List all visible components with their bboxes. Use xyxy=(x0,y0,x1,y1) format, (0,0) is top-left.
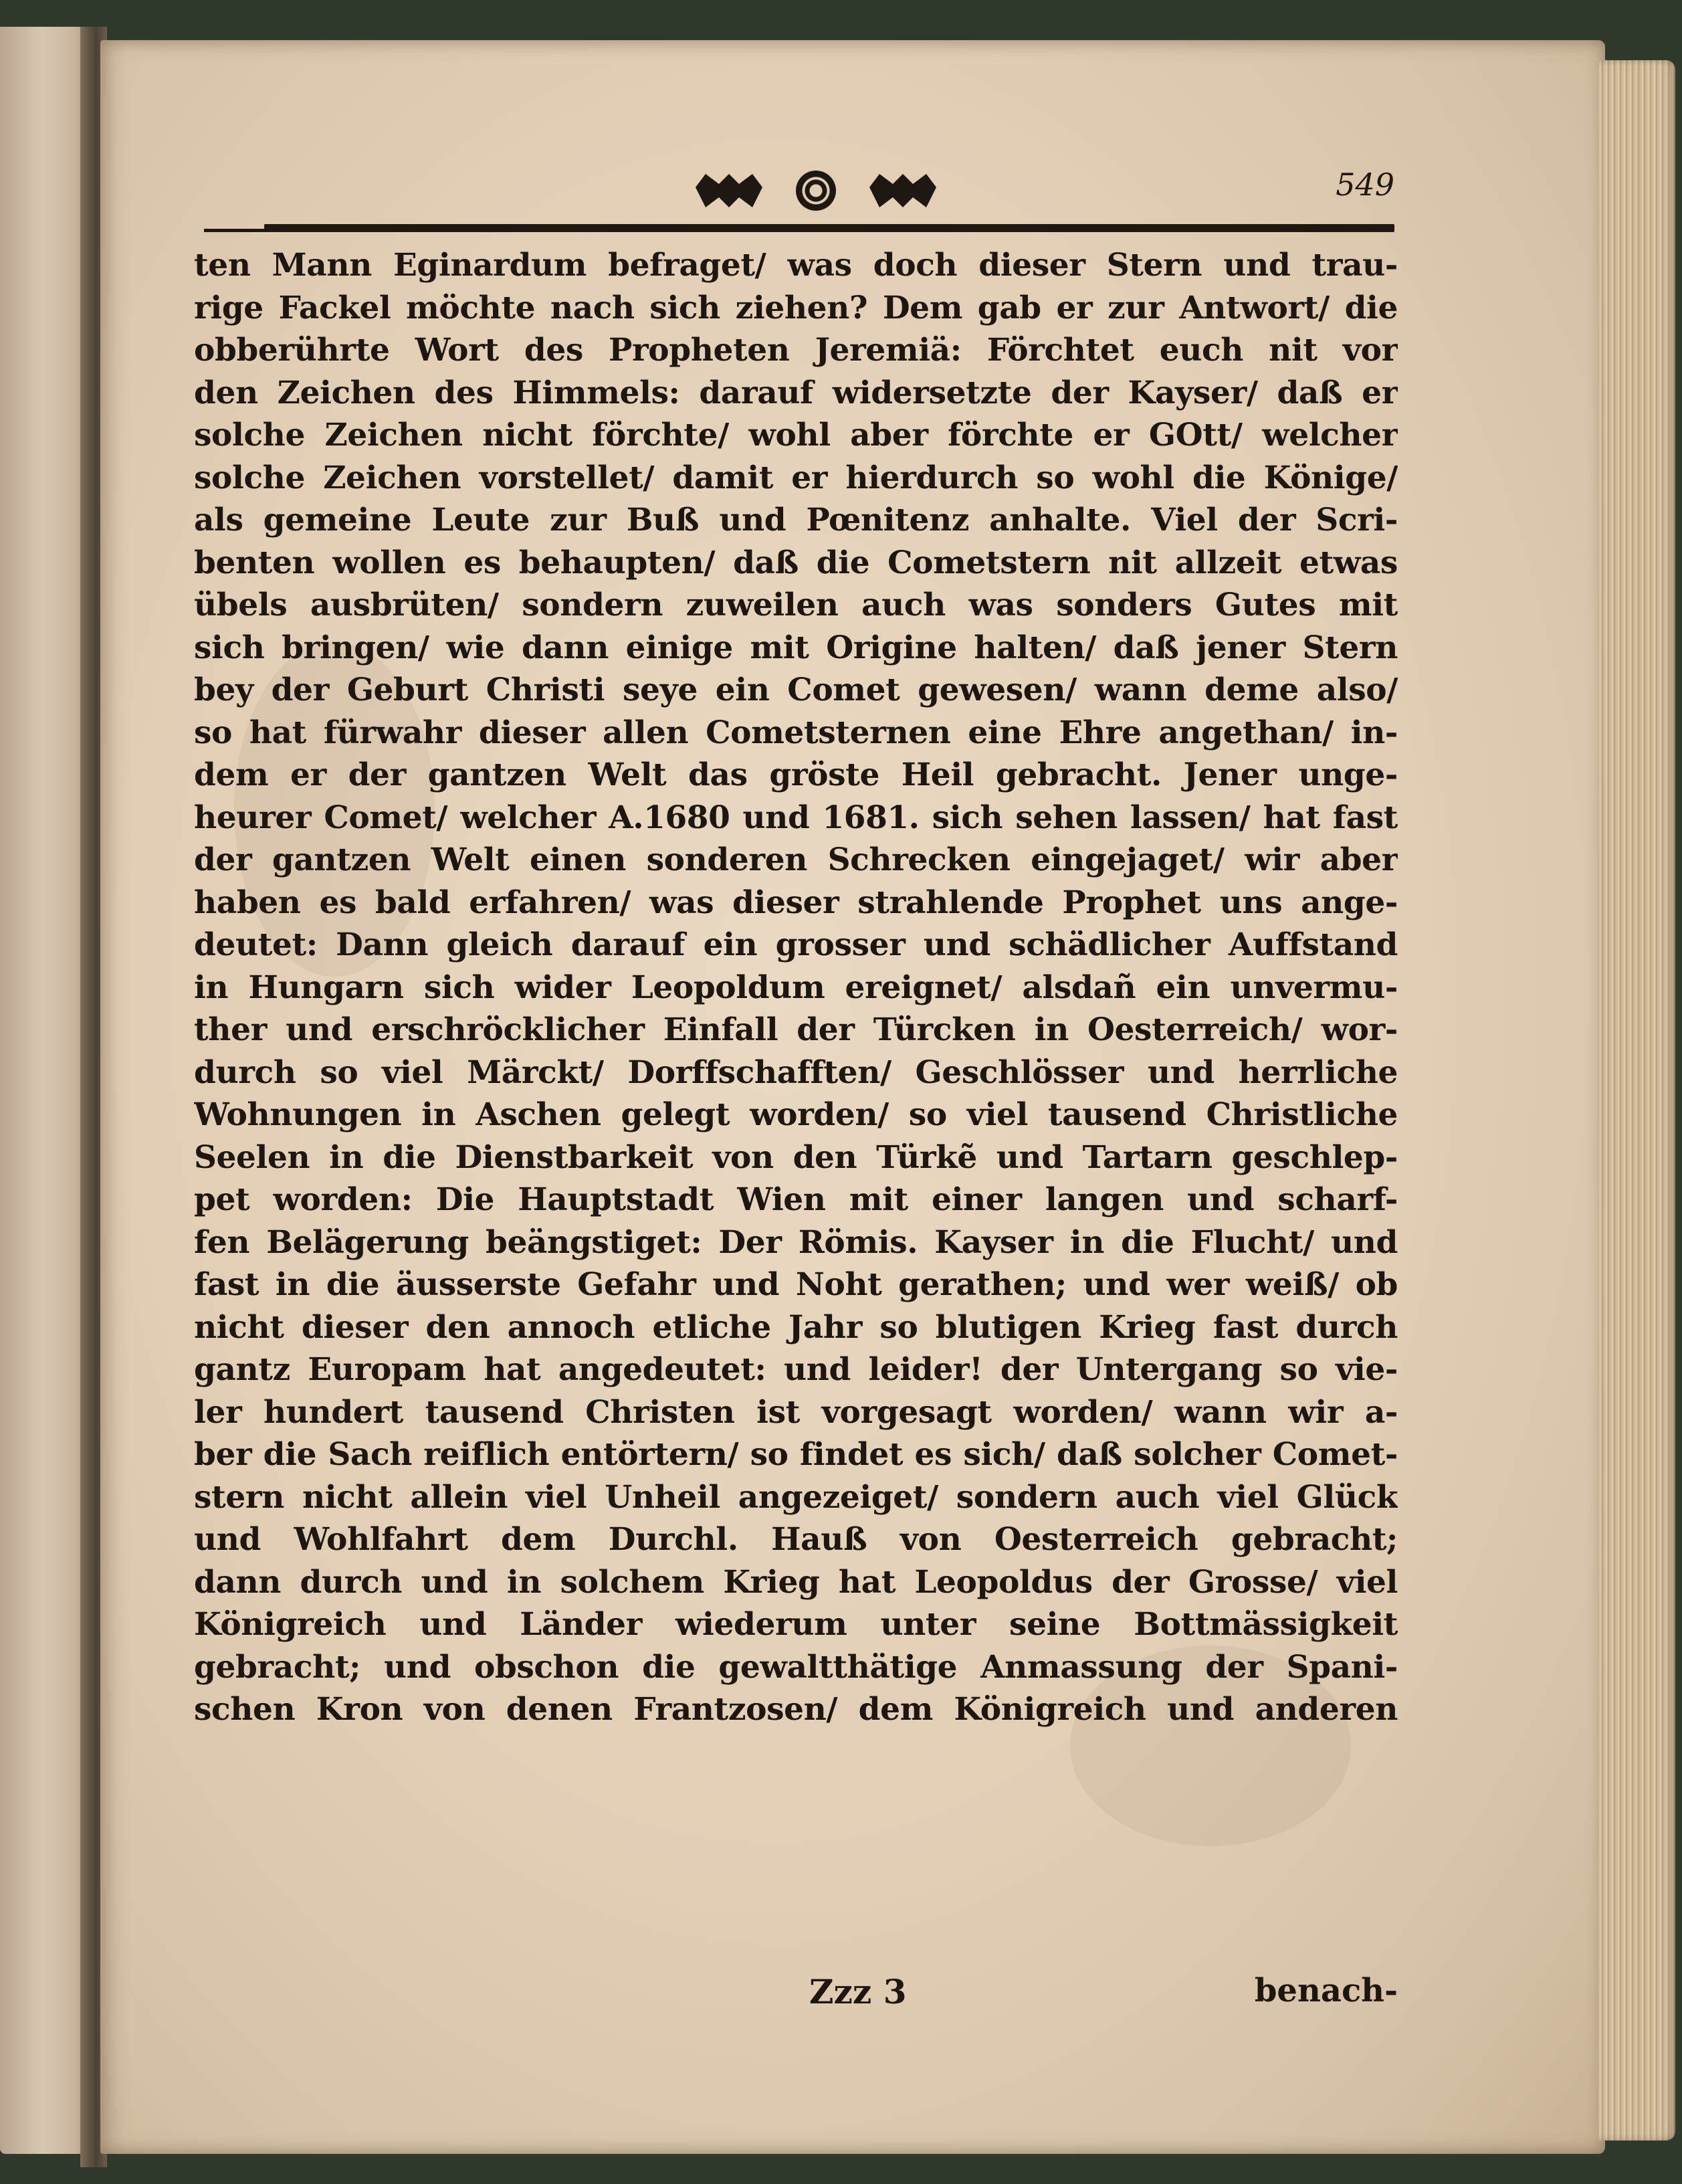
text-line: nicht dieser den annoch etliche Jahr so blutigen Krieg fast durch xyxy=(194,1308,1398,1346)
body-text xyxy=(194,244,1398,1731)
text-line: ther und erschröcklicher Einfall der Türcken in Oesterreich/ wor- xyxy=(194,1011,1398,1048)
facing-page-edge xyxy=(0,27,94,2154)
text-line: ten Mann Eginardum befraget/ was doch dieser Stern und trau- xyxy=(194,247,1398,284)
text-line: ler hundert tausend Christen ist vorgesagt worden/ wann wir a- xyxy=(194,1393,1398,1431)
text-line: durch so viel Märckt/ Dorffschafften/ Geschlösser und herrliche xyxy=(194,1054,1398,1091)
text-line: benten wollen es behaupten/ daß die Cometstern nit allzeit etwas xyxy=(194,544,1398,581)
page-footer xyxy=(194,1972,1398,2019)
text-line: pet worden: Die Hauptstadt Wien mit einer langen und scharf- xyxy=(194,1181,1398,1218)
text-line: schen Kron von denen Frantzosen/ dem Königreich und anderen xyxy=(194,1691,1398,1728)
page-header xyxy=(204,164,1394,224)
text-line: dem er der gantzen Welt das gröste Heil gebracht. Jener unge- xyxy=(194,757,1398,793)
text-line: so hat fürwahr dieser allen Cometsternen eine Ehre angethan/ in- xyxy=(194,714,1398,751)
text-line: der gantzen Welt einen sonderen Schrecken eingejaget/ wir aber xyxy=(194,841,1398,878)
text-line: in Hungarn sich wider Leopoldum ereignet/ alsdañ ein unvermu- xyxy=(194,969,1398,1006)
header-rule-short xyxy=(204,229,271,232)
header-ornament xyxy=(696,164,936,217)
text-line: als gemeine Leute zur Buß und Pœnitenz anhalte. Viel der Scri- xyxy=(194,502,1398,538)
signature-mark: Zzz 3 xyxy=(809,1972,907,2011)
text-line: solche Zeichen nicht förchte/ wohl aber förchte er GOtt/ welcher xyxy=(194,417,1398,454)
text-line: den Zeichen des Himmels: darauf widersetzte der Kayser/ daß er xyxy=(194,374,1398,411)
text-line: dann durch und in solchem Krieg hat Leopoldus der Grosse/ viel xyxy=(194,1563,1398,1601)
text-line: gebracht; und obschon die gewaltthätige Anmassung der Spani- xyxy=(194,1648,1398,1686)
ornament-right-icon xyxy=(869,174,936,207)
text-line: solche Zeichen vorstellet/ damit er hierdurch so wohl die Könige/ xyxy=(194,459,1398,496)
header-rule xyxy=(264,224,1394,232)
text-line: und Wohlfahrt dem Durchl. Hauß von Oesterreich gebracht; xyxy=(194,1521,1398,1558)
text-line: heurer Comet/ welcher A.1680 und 1681. sich sehen lassen/ hat fast xyxy=(194,799,1398,836)
text-line: obberührte Wort des Propheten Jeremiä: Förchtet euch nit vor xyxy=(194,332,1398,369)
text-line: Wohnungen in Aschen gelegt worden/ so viel tausend Christliche xyxy=(194,1096,1398,1133)
text-line: rige Fackel möchte nach sich ziehen? Dem gab er zur Antwort/ die xyxy=(194,289,1398,326)
text-line: fen Belägerung beängstiget: Der Römis. Kayser in die Flucht/ und xyxy=(194,1223,1398,1261)
page-block-edges xyxy=(1598,60,1675,2141)
text-line: ber die Sach reiflich entörtern/ so findet es sich/ daß solcher Comet- xyxy=(194,1436,1398,1473)
text-line: stern nicht allein viel Unheil angezeiget/ sondern auch viel Glück xyxy=(194,1478,1398,1516)
ornament-rosette-icon xyxy=(796,171,836,211)
text-line: haben es bald erfahren/ was dieser strahlende Prophet uns ange- xyxy=(194,884,1398,921)
page-number: 549 xyxy=(1336,167,1394,203)
ornament-left-icon xyxy=(696,174,762,207)
text-line: Seelen in die Dienstbarkeit von den Türkẽ und Tartarn geschlep- xyxy=(194,1138,1398,1176)
text-line: sich bringen/ wie dann einige mit Origine halten/ daß jener Stern xyxy=(194,629,1398,666)
catchword: benach- xyxy=(1254,1972,1398,2009)
text-line: bey der Geburt Christi seye ein Comet gewesen/ wann deme also/ xyxy=(194,672,1398,708)
text-line: deutet: Dann gleich darauf ein grosser und schädlicher Auffstand xyxy=(194,926,1398,963)
text-line: gantz Europam hat angedeutet: und leider! der Untergang so vie- xyxy=(194,1351,1398,1388)
text-line: Königreich und Länder wiederum unter seine Bottmässigkeit xyxy=(194,1606,1398,1643)
text-line: übels ausbrüten/ sondern zuweilen auch was sonders Gutes mit xyxy=(194,587,1398,623)
text-line: fast in die äusserste Gefahr und Noht gerathen; und wer weiß/ ob xyxy=(194,1266,1398,1303)
